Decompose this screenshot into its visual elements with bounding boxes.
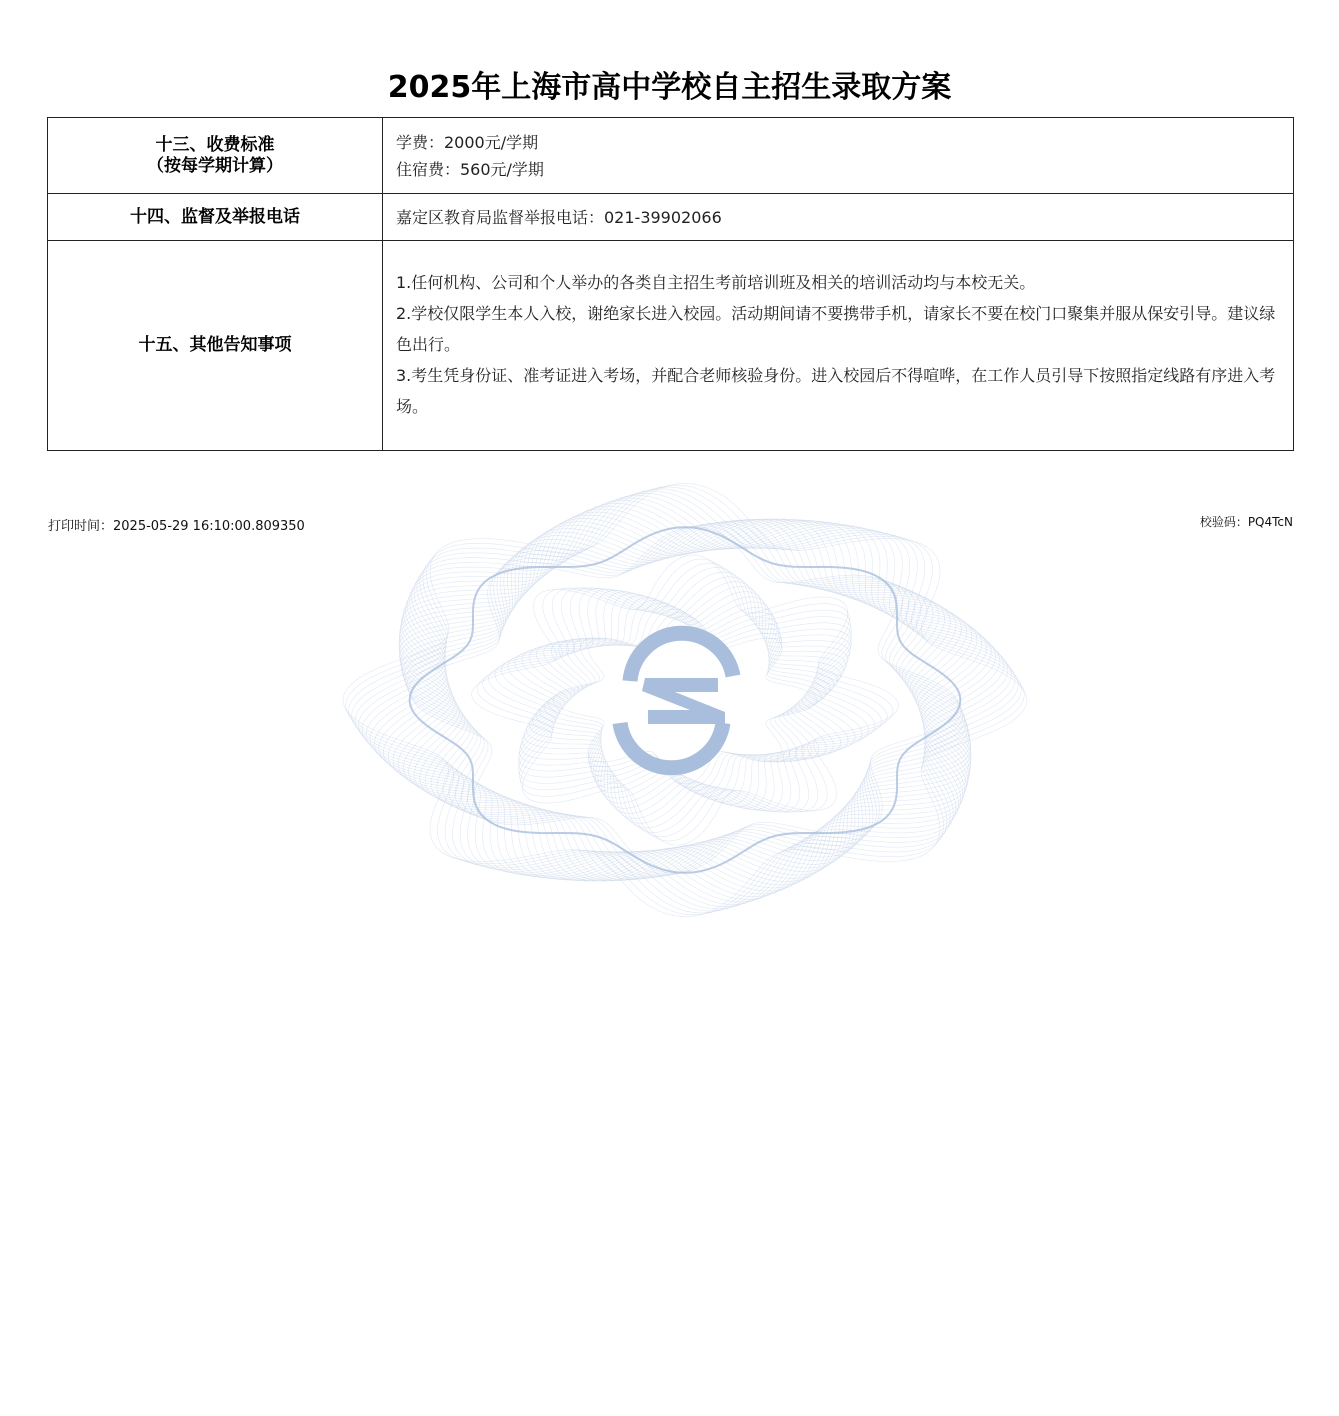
row-label-text: 十四、监督及举报电话 bbox=[130, 206, 300, 227]
row-label bbox=[48, 194, 383, 241]
row-value bbox=[383, 118, 1294, 194]
accommodation-fee: 住宿费：560元/学期 bbox=[396, 159, 544, 179]
row-label bbox=[48, 118, 383, 194]
notice-item: 1.任何机构、公司和个人举办的各类自主招生考前培训班及相关的培训活动均与本校无关。 bbox=[396, 273, 1036, 292]
seal-logo-icon bbox=[330, 478, 1040, 923]
table-row bbox=[48, 241, 1294, 451]
row-value bbox=[383, 194, 1294, 241]
check-code: 校验码：PQ4TcN bbox=[1199, 515, 1293, 529]
print-time: 打印时间：2025-05-29 16:10:00.809350 bbox=[48, 519, 305, 534]
row-label-text: 十三、收费标准 bbox=[155, 134, 275, 155]
table-row bbox=[48, 194, 1294, 241]
notice-item: 3.考生凭身份证、准考证进入考场，并配合老师核验身份。进入校园后不得喧哗，在工作人员引导下按照指定线路有序进入考场。 bbox=[396, 366, 1276, 416]
page-title: 2025年上海市高中学校自主招生录取方案 bbox=[387, 70, 952, 105]
notice-item: 2.学校仅限学生本人入校，谢绝家长进入校园。活动期间请不要携带手机，请家长不要在校门口聚集并服从保安引导。建议绿色出行。 bbox=[396, 304, 1276, 354]
tuition-fee: 学费：2000元/学期 bbox=[396, 132, 539, 152]
table-row bbox=[48, 118, 1294, 194]
row-label-text: 十五、其他告知事项 bbox=[138, 335, 292, 355]
row-value bbox=[383, 241, 1294, 451]
hotline: 嘉定区教育局监督举报电话：021-39902066 bbox=[396, 207, 722, 227]
row-label-subtext: （按每学期计算） bbox=[147, 155, 283, 176]
info-table bbox=[47, 117, 1294, 451]
row-label bbox=[48, 241, 383, 451]
